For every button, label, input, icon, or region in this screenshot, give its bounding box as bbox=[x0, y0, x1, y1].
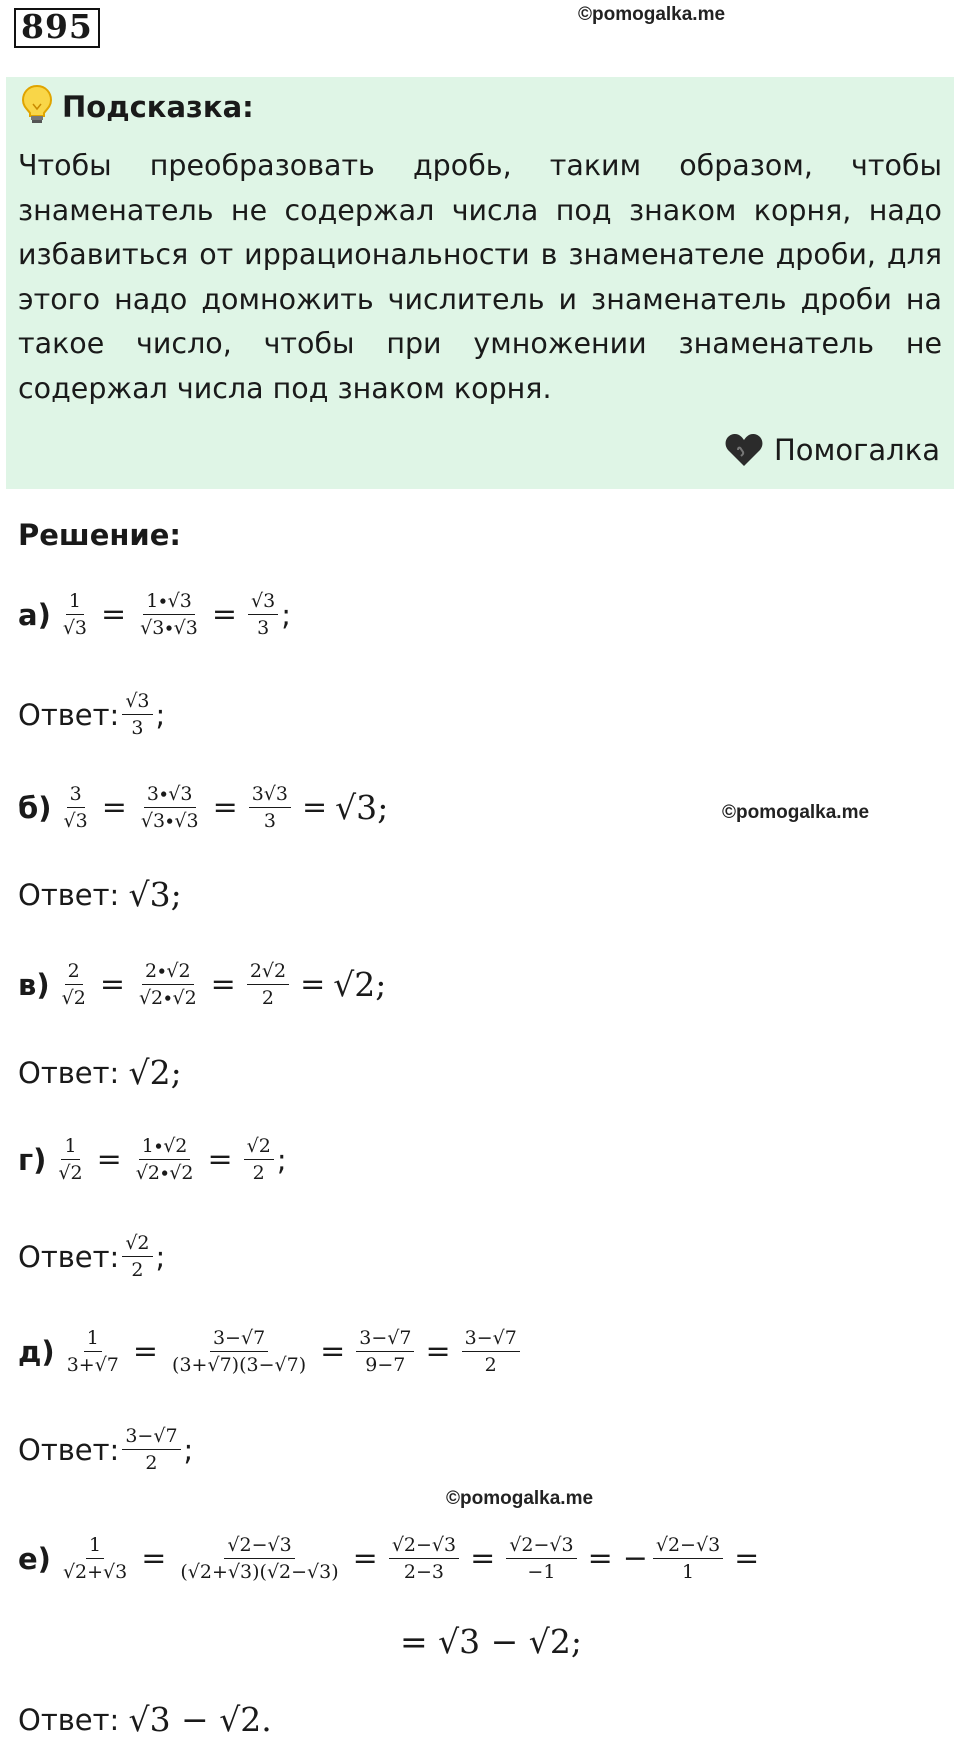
fraction: $\frac{1\cdot√3}{√3\cdot√3}$ bbox=[140, 590, 198, 639]
brand bbox=[724, 432, 940, 468]
solution-e-continued: = √3 − √2; bbox=[400, 1622, 582, 1661]
answer-a: Ответ: $\frac{√3}{3}$ ; bbox=[18, 690, 166, 739]
hint-title: Подсказка: bbox=[62, 90, 254, 124]
answer-g: Ответ: $\frac{√2}{2}$ ; bbox=[18, 1232, 166, 1281]
item-label: а) bbox=[18, 597, 51, 632]
fraction: $\frac{√3}{3}$ bbox=[248, 590, 278, 639]
solution-g: г) $\frac{1}{√2}$ = $\frac{1\cdot√2}{√2\cdot√2}$ = $\frac{√2}{2}$ ; bbox=[18, 1135, 287, 1184]
lightbulb-icon bbox=[20, 84, 54, 126]
solution-d: д) $\frac{1}{3+√7}$ = $\frac{3-√7}{(3+√7)(3-√7)}$ = $\frac{3-√7}{9-7}$ = $\frac{3-√7}{2}$ bbox=[18, 1327, 523, 1376]
brand-name: Помогалка bbox=[774, 433, 940, 467]
fraction: $\frac{√3}{3}$ bbox=[122, 690, 152, 739]
solution-e: е) $\frac{1}{√2+√3}$ = $\frac{√2-√3}{(√2+√3)(√2-√3)}$ = $\frac{√2-√3}{2-3}$ = $\frac{√2-√3}{-1}$ = − $\frac{√2-√3}{1}$ = bbox=[18, 1534, 760, 1583]
answer-d: Ответ: $\frac{3-√7}{2}$ ; bbox=[18, 1425, 194, 1474]
hint-text: Чтобы преобразовать дробь, таким образом, чтобы знаменатель не содержал числа под знаком корня, надо избавиться от иррациональности в знаменателе дроби, для этого надо домножить числитель и знаменатель дроби на такое число, чтобы при умножении знаменатель не содержал числа под знаком корня. bbox=[18, 149, 942, 405]
watermark-lower: ©pomogalka.me bbox=[446, 1488, 594, 1509]
answer-v: Ответ: √2 ; bbox=[18, 1053, 182, 1092]
solution-a: а) $\frac{1}{√3}$ = $\frac{1\cdot√3}{√3\cdot√3}$ = $\frac{√3}{3}$ ; bbox=[18, 590, 292, 639]
answer-label: Ответ: bbox=[18, 697, 120, 732]
solution-b: б) $\frac{3}{√3}$ = $\frac{3\cdot√3}{√3\cdot√3}$ = $\frac{3√3}{3}$ = √3 ; bbox=[18, 783, 389, 832]
watermark-top: ©pomogalka.me bbox=[578, 4, 726, 25]
solution-v: в) $\frac{2}{√2}$ = $\frac{2\cdot√2}{√2\cdot√2}$ = $\frac{2√2}{2}$ = √2 ; bbox=[18, 960, 387, 1009]
heart-icon bbox=[724, 432, 764, 468]
solution-title: Решение: bbox=[18, 518, 182, 552]
fraction: $\frac{1}{√3}$ bbox=[62, 590, 88, 639]
watermark-middle: ©pomogalka.me bbox=[722, 802, 870, 823]
answer-e: Ответ: √3 − √2. bbox=[18, 1700, 272, 1739]
task-number: 895 bbox=[14, 8, 100, 48]
answer-b: Ответ: √3 ; bbox=[18, 875, 182, 914]
